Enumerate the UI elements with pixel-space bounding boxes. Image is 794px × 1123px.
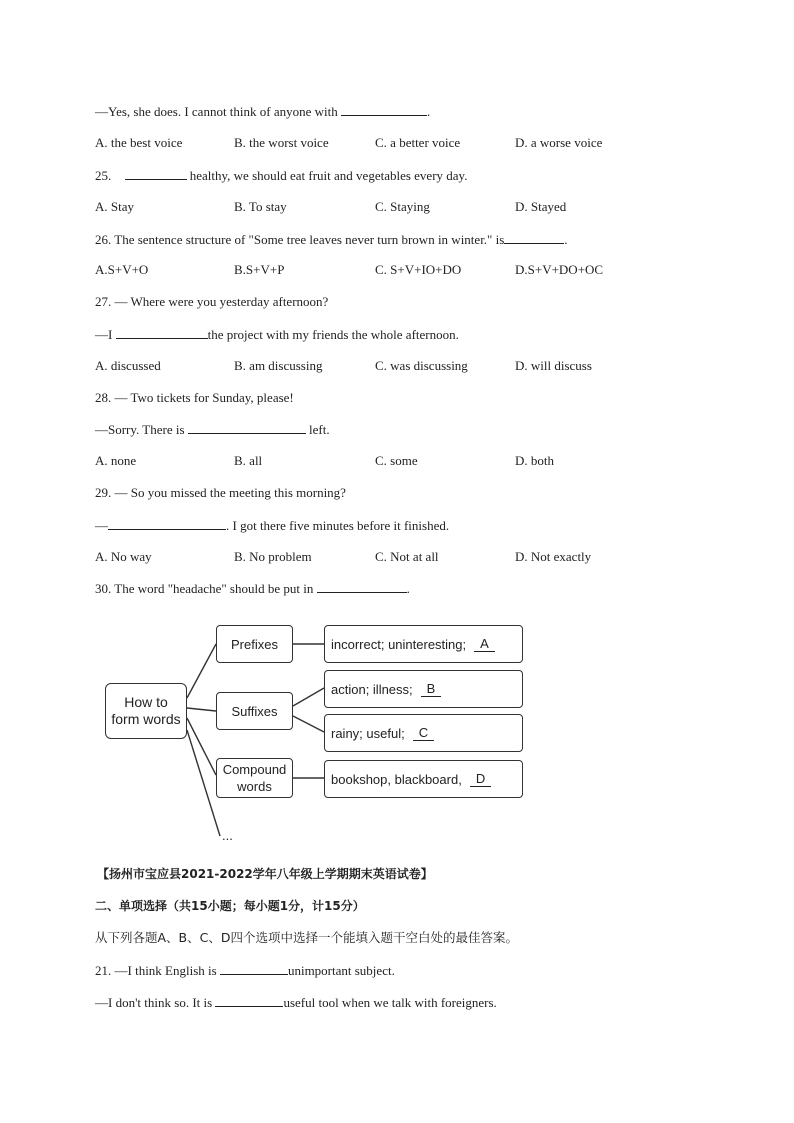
prefixes-box: Prefixes — [216, 625, 293, 663]
q25-stem: 25. healthy, we should eat fruit and vegetables every day. — [95, 168, 468, 183]
q28-option-a[interactable]: A. none — [95, 453, 137, 468]
q26-option-b[interactable]: B.S+V+P — [234, 262, 285, 277]
section-instruction: 从下列各题A、B、C、D四个选项中选择一个能填入题干空白处的最佳答案。 — [95, 930, 518, 945]
q26-option-a[interactable]: A.S+V+O — [95, 262, 149, 277]
compound-example-box: bookshop, blackboard, D — [324, 760, 523, 798]
answer-b-slot[interactable]: B — [421, 682, 442, 697]
q30-blank[interactable] — [317, 580, 407, 593]
q27-option-b[interactable]: B. am discussing — [234, 358, 323, 373]
q24-option-a[interactable]: A. the best voice — [95, 135, 183, 150]
q27-answer-line: —I the project with my friends the whole afternoon. — [95, 327, 459, 342]
q29-answer-line: — . I got there five minutes before it finished. — [95, 518, 450, 533]
q29-option-d[interactable]: D. Not exactly — [515, 549, 592, 564]
q28-stem: 28. — Two tickets for Sunday, please! — [95, 390, 294, 405]
q21-answer-line: —I don't think so. It is useful tool when we talk with foreigners. — [95, 995, 497, 1010]
connector-root-prefixes — [187, 644, 216, 698]
q25-option-b[interactable]: B. To stay — [234, 199, 287, 214]
q27-stem: 27. — Where were you yesterday afternoon? — [95, 294, 329, 309]
connector-suffixes-example2 — [293, 716, 324, 732]
connector-root-compound — [187, 718, 216, 775]
q25-option-c[interactable]: C. Staying — [375, 199, 430, 214]
q29-option-a[interactable]: A. No way — [95, 549, 152, 564]
q28-answer-line: —Sorry. There is left. — [95, 422, 330, 437]
q26-option-c[interactable]: C. S+V+IO+DO — [375, 262, 462, 277]
suffix-example-box-1: action; illness; B — [324, 670, 523, 708]
q29-option-b[interactable]: B. No problem — [234, 549, 312, 564]
suffixes-box: Suffixes — [216, 692, 293, 730]
section-heading: 二、单项选择（共15小题；每小题1分，计15分） — [95, 899, 365, 913]
q26-stem: 26. The sentence structure of "Some tree leaves never turn brown in winter." is . — [95, 232, 568, 247]
root-box: How to form words — [105, 683, 187, 739]
q28-blank[interactable] — [188, 421, 306, 434]
q27-option-d[interactable]: D. will discuss — [515, 358, 592, 373]
q25-option-d[interactable]: D. Stayed — [515, 199, 567, 214]
answer-a-slot[interactable]: A — [474, 637, 495, 652]
suffix-example-box-2: rainy; useful; C — [324, 714, 523, 752]
q28-option-b[interactable]: B. all — [234, 453, 263, 468]
q30-stem: 30. The word "headache" should be put in . — [95, 581, 410, 596]
q25-blank[interactable] — [125, 167, 187, 180]
word-formation-diagram — [95, 618, 535, 848]
q28-option-c[interactable]: C. some — [375, 453, 418, 468]
q24-option-d[interactable]: D. a worse voice — [515, 135, 603, 150]
q21-stem: 21. —I think English is unimportant subject. — [95, 963, 395, 978]
q21-blank-2[interactable] — [215, 994, 283, 1007]
diagram-ellipsis: ... — [222, 828, 233, 843]
prefix-example-box: incorrect; uninteresting; A — [324, 625, 523, 663]
q27-blank[interactable] — [116, 326, 208, 339]
q29-blank[interactable] — [108, 517, 226, 530]
answer-c-slot[interactable]: C — [413, 726, 434, 741]
q29-option-c[interactable]: C. Not at all — [375, 549, 439, 564]
q24-answer-line: —Yes, she does. I cannot think of anyone with . — [95, 104, 431, 119]
q24-option-c[interactable]: C. a better voice — [375, 135, 461, 150]
q26-blank[interactable] — [504, 231, 564, 244]
answer-d-slot[interactable]: D — [470, 772, 491, 787]
source-title: 【扬州市宝应县2021-2022学年八年级上学期期末英语试卷】 — [97, 867, 433, 881]
q27-option-a[interactable]: A. discussed — [95, 358, 161, 373]
q28-option-d[interactable]: D. both — [515, 453, 554, 468]
q24-option-b[interactable]: B. the worst voice — [234, 135, 329, 150]
q26-option-d[interactable]: D.S+V+DO+OC — [515, 262, 604, 277]
q21-blank-1[interactable] — [220, 962, 288, 975]
connector-suffixes-example1 — [293, 688, 324, 706]
q29-stem: 29. — So you missed the meeting this morning? — [95, 485, 346, 500]
q24-blank[interactable] — [341, 103, 427, 116]
q27-option-c[interactable]: C. was discussing — [375, 358, 468, 373]
q25-option-a[interactable]: A. Stay — [95, 199, 134, 214]
connector-root-suffixes — [187, 708, 216, 711]
compound-words-box: Compound words — [216, 758, 293, 798]
